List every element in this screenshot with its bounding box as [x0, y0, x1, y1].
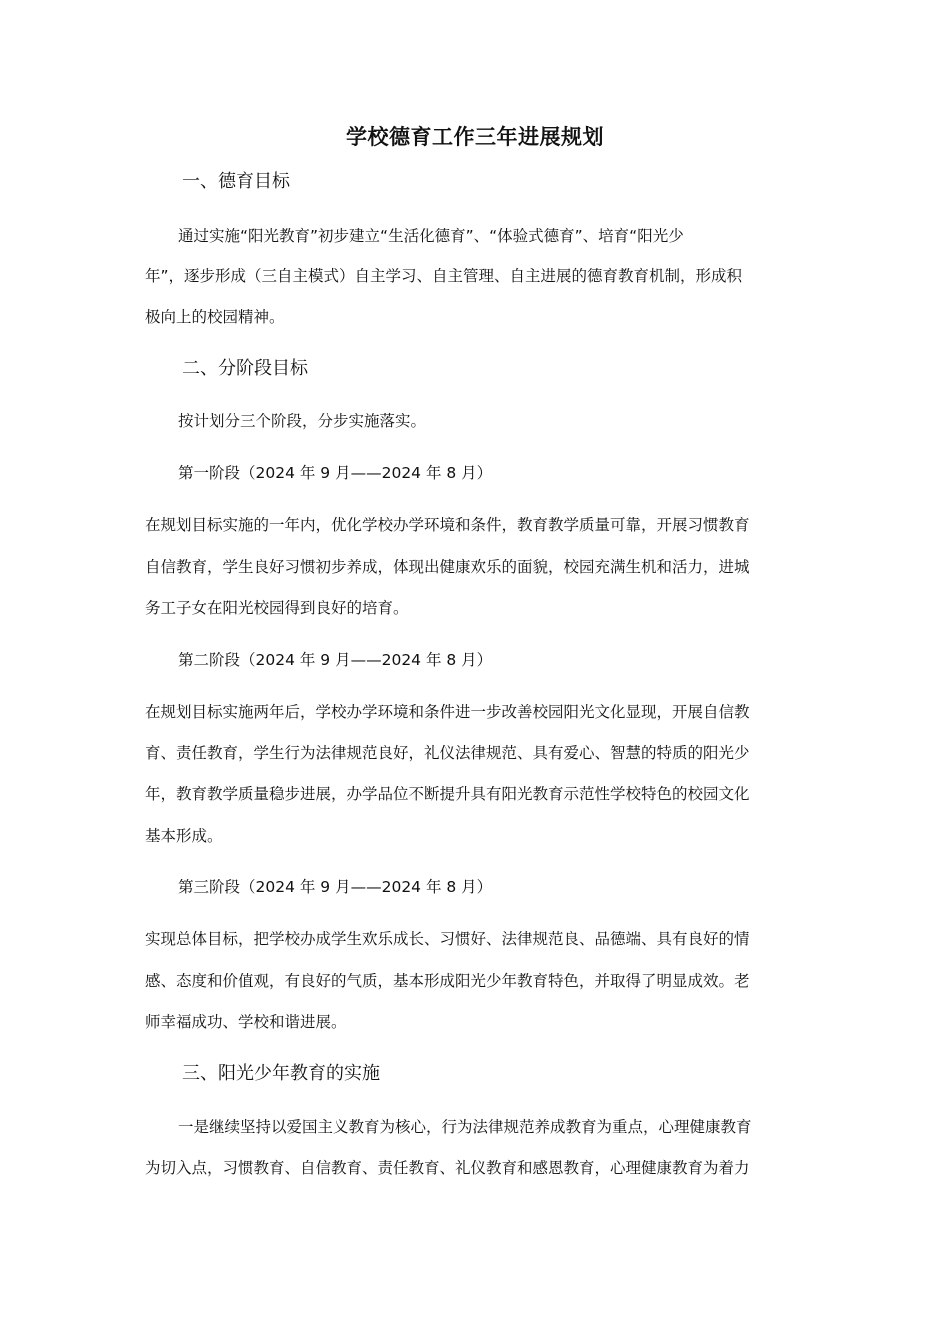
- paragraph-line: 在规划目标实施的一年内，优化学校办学环境和条件，教育教学质量可靠，开展习惯教育: [145, 516, 750, 534]
- paragraph-line: 在规划目标实施两年后，学校办学环境和条件进一步改善校园阳光文化显现，开展自信教: [145, 703, 750, 721]
- paragraph-line: 一是继续坚持以爱国主义教育为核心，行为法律规范养成教育为重点，心理健康教育: [178, 1118, 752, 1136]
- paragraph-line: 自信教育，学生良好习惯初步养成，体现出健康欢乐的面貌，校园充满生机和活力，进城: [145, 558, 750, 576]
- paragraph-line: 感、态度和价值观，有良好的气质，基本形成阳光少年教育特色，并取得了明显成效。老: [145, 972, 750, 990]
- paragraph-line: 育、责任教育，学生行为法律规范良好，礼仪法律规范、具有爱心、智慧的特质的阳光少: [145, 744, 750, 762]
- paragraph-line: 务工子女在阳光校园得到良好的培育。: [145, 599, 409, 617]
- paragraph-line: 为切入点，习惯教育、自信教育、责任教育、礼仪教育和感恩教育，心理健康教育为着力: [145, 1159, 750, 1177]
- paragraph-line: 年”，逐步形成（三自主模式）自主学习、自主管理、自主进展的德育教育机制，形成积: [145, 267, 743, 285]
- paragraph-line: 极向上的校园精神。: [145, 308, 285, 326]
- paragraph-line: 师幸福成功、学校和谐进展。: [145, 1013, 347, 1031]
- stage-label: 第一阶段（2024 年 9 月——2024 年 8 月）: [178, 464, 493, 482]
- paragraph-line: 通过实施“阳光教育”初步建立“生活化德育”、“体验式德育”、培育“阳光少: [178, 227, 684, 245]
- section-heading-implementation: 三、阳光少年教育的实施: [182, 1063, 380, 1084]
- document-title: 学校德育工作三年进展规划: [346, 125, 604, 149]
- paragraph-line: 年，教育教学质量稳步进展，办学品位不断提升具有阳光教育示范性学校特色的校园文化: [145, 785, 750, 803]
- stage-label: 第三阶段（2024 年 9 月——2024 年 8 月）: [178, 878, 493, 896]
- paragraph-line: 基本形成。: [145, 827, 223, 845]
- stages-intro: 按计划分三个阶段，分步实施落实。: [178, 412, 427, 430]
- paragraph-line: 实现总体目标，把学校办成学生欢乐成长、习惯好、法律规范良、品德端、具有良好的情: [145, 930, 750, 948]
- stage-label: 第二阶段（2024 年 9 月——2024 年 8 月）: [178, 651, 493, 669]
- section-heading-goals: 一、德育目标: [182, 171, 290, 192]
- section-heading-stages: 二、分阶段目标: [182, 358, 308, 379]
